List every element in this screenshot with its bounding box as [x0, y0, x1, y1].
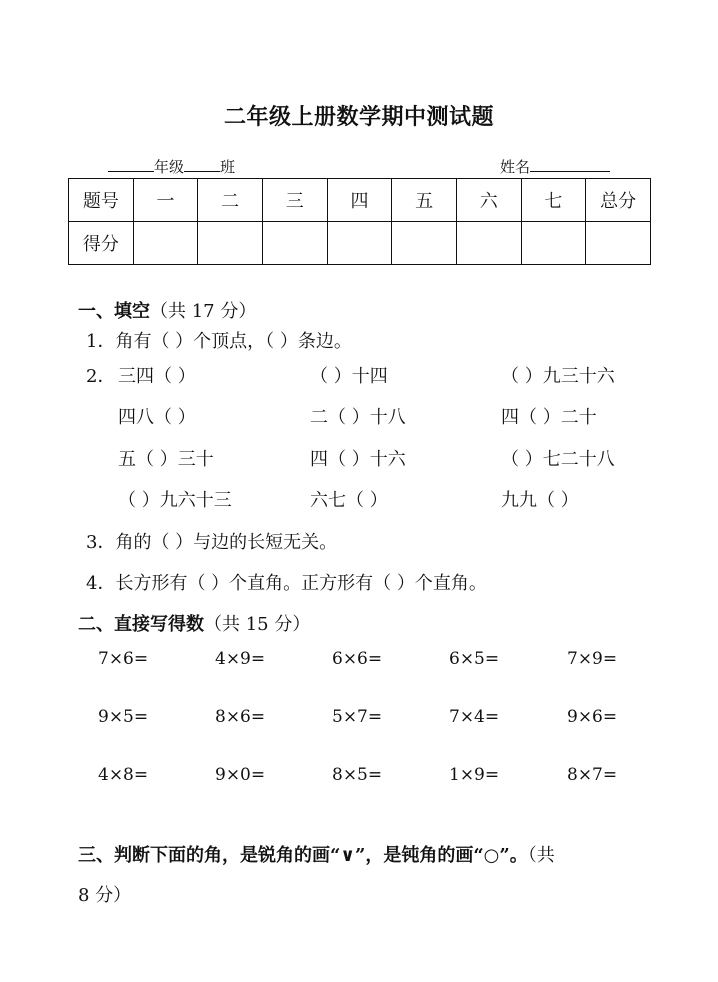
name-label: 姓名 — [500, 158, 531, 176]
grade-label: 年级 — [154, 158, 185, 176]
multiplication-item: 9×6= — [567, 707, 618, 727]
score-row-label: 得分 — [69, 222, 134, 265]
score-table — [68, 178, 651, 265]
score-header-cell: 六 — [456, 179, 521, 222]
q2-item: 二（ ）十八 — [310, 407, 406, 428]
score-header-cell: 一 — [133, 179, 198, 222]
question-3: 3．角的（ ）与边的长短无关。 — [86, 532, 338, 553]
score-cell[interactable] — [133, 222, 198, 265]
multiplication-item: 4×8= — [98, 765, 149, 785]
q2-item: 四（ ）二十 — [501, 407, 597, 428]
page-title: 二年级上册数学期中测试题 — [223, 104, 494, 130]
multiplication-item: 7×9= — [567, 649, 618, 669]
multiplication-item: 6×5= — [449, 649, 500, 669]
q2-item: 五（ ）三十 — [118, 449, 214, 470]
grade-blank[interactable] — [108, 155, 154, 172]
multiplication-item: 4×9= — [215, 649, 266, 669]
grade-class-line — [108, 155, 235, 177]
section2-points: （共 15 分） — [204, 614, 311, 635]
score-cell[interactable] — [586, 222, 651, 265]
section2-heading — [78, 610, 310, 636]
section1-points: （共 17 分） — [150, 301, 257, 322]
question-2-number: 2． — [86, 366, 116, 387]
score-header-cell: 四 — [327, 179, 392, 222]
multiplication-item: 9×0= — [215, 765, 266, 785]
score-header-cell: 二 — [198, 179, 263, 222]
score-cell[interactable] — [456, 222, 521, 265]
score-cell[interactable] — [198, 222, 263, 265]
section2-title: 二、直接写得数 — [78, 614, 204, 635]
q2-item: 四（ ）十六 — [310, 449, 406, 470]
question-4: 4．长方形有（ ）个直角。正方形有（ ）个直角。 — [86, 573, 487, 594]
name-blank[interactable] — [530, 155, 610, 172]
section3-title: 三、判断下面的角，是锐角的画“∨”，是钝角的画“○”。 — [78, 845, 528, 866]
score-cell[interactable] — [392, 222, 457, 265]
multiplication-item: 7×6= — [98, 649, 149, 669]
section3-heading — [78, 841, 555, 867]
section1-heading — [78, 297, 256, 323]
multiplication-item: 9×5= — [98, 707, 149, 727]
score-cell[interactable] — [262, 222, 327, 265]
score-cell[interactable] — [521, 222, 586, 265]
class-blank[interactable] — [184, 155, 220, 172]
q2-item: （ ）十四 — [310, 366, 388, 387]
score-header-cell: 题号 — [69, 179, 134, 222]
multiplication-item: 8×7= — [567, 765, 618, 785]
score-header-cell: 总分 — [586, 179, 651, 222]
q2-item: （ ）九三十六 — [501, 366, 615, 387]
multiplication-item: 8×5= — [332, 765, 383, 785]
score-header-cell: 七 — [521, 179, 586, 222]
q2-item: 四八（ ） — [118, 407, 196, 428]
score-header-cell: 五 — [392, 179, 457, 222]
section1-title: 一、填空 — [78, 301, 150, 322]
score-header-cell: 三 — [262, 179, 327, 222]
score-cell[interactable] — [327, 222, 392, 265]
q2-item: 六七（ ） — [310, 490, 388, 511]
q2-item: （ ）七二十八 — [501, 449, 615, 470]
multiplication-item: 5×7= — [332, 707, 383, 727]
q2-item: （ ）九六十三 — [118, 490, 232, 511]
q2-item: 九九（ ） — [501, 490, 579, 511]
multiplication-item: 6×6= — [332, 649, 383, 669]
q2-item: 三四（ ） — [118, 366, 196, 387]
name-line — [500, 155, 610, 177]
question-1: 1．角有（ ）个顶点，（ ）条边。 — [86, 331, 352, 352]
score-table-header-row — [69, 179, 651, 222]
class-label: 班 — [220, 158, 236, 176]
multiplication-item: 8×6= — [215, 707, 266, 727]
section3-points-start: （共 — [527, 845, 555, 866]
multiplication-item: 7×4= — [449, 707, 500, 727]
section3-points-end: 8 分） — [78, 885, 132, 906]
multiplication-item: 1×9= — [449, 765, 500, 785]
score-table-score-row — [69, 222, 651, 265]
